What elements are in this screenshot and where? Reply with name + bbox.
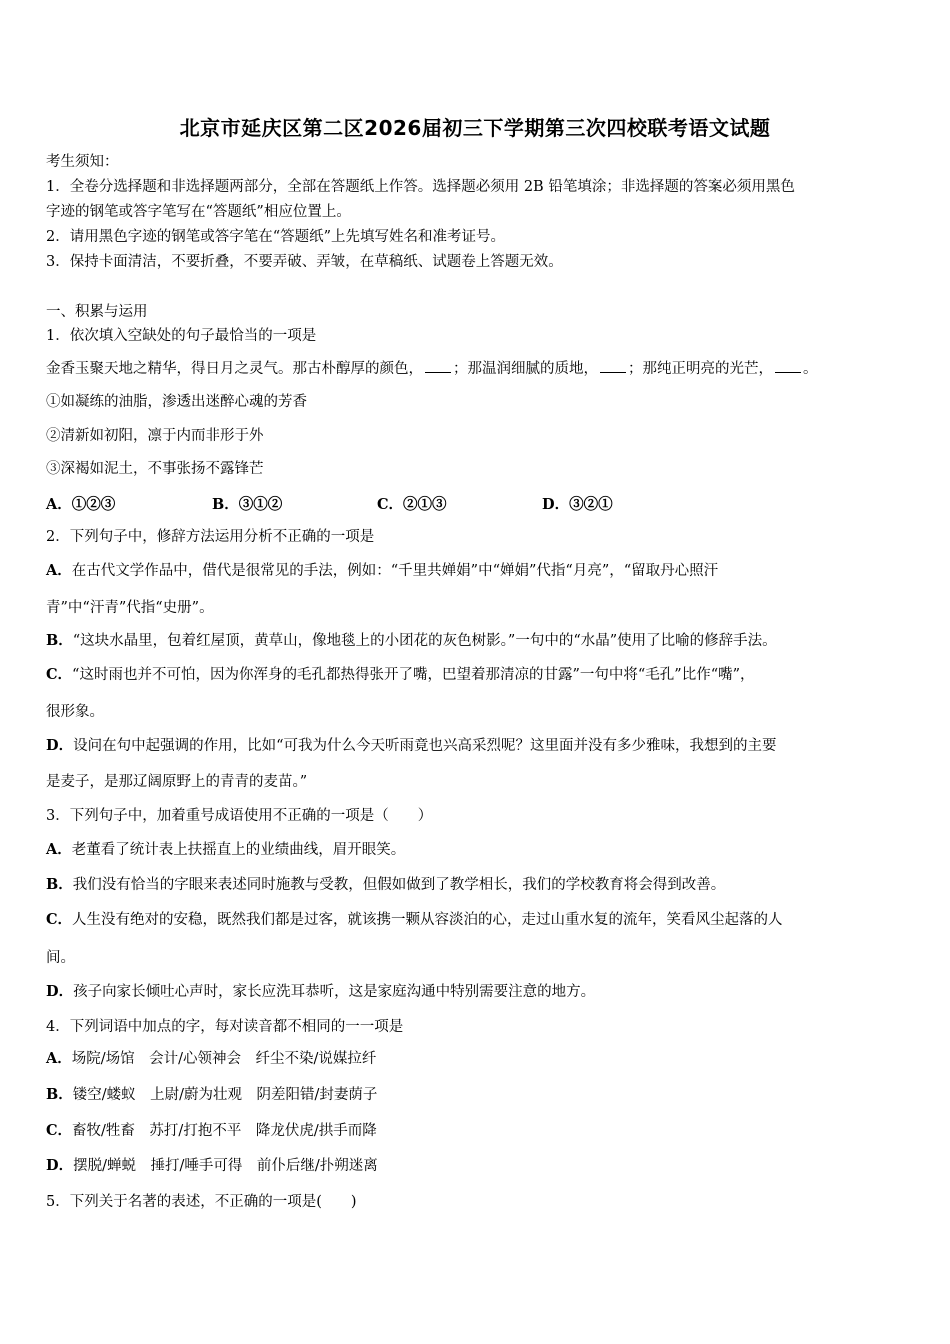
option-text: 老董看了统计表上扶摇直上的业绩曲线，眉开眼笑。: [71, 842, 406, 858]
option-text: 在古代文学作品中，借代是很常见的手法，例如：“千里共婵娟”中“婵娟”代指“月亮”，“留取丹心照汗: [71, 563, 719, 579]
question-4-stem: 4．下列词语中加点的字，每对读音都不相同的一一项是: [46, 1019, 404, 1035]
question-2-line: [46, 561, 718, 581]
option-letter: B．: [46, 876, 73, 893]
option-letter: B．: [46, 632, 73, 649]
notice-heading: 考生须知：: [46, 154, 119, 170]
question-1-passage: [46, 359, 818, 379]
section-heading: 一、积累与运用: [46, 304, 148, 320]
question-1-option-d: D．③②①: [542, 496, 613, 513]
question-2-line: [46, 665, 755, 685]
question-3-line: [46, 840, 405, 860]
question-2-line: 是麦子，是那辽阔原野上的青青的麦苗。”: [46, 774, 308, 790]
question-4-line: [46, 1121, 377, 1141]
option-letter: D．: [46, 737, 74, 754]
question-5-stem: 5．下列关于名著的表述，不正确的一项是( ): [46, 1194, 357, 1210]
notice-line: 2．请用黑色字迹的钢笔或答字笔在“答题纸”上先填写姓名和准考证号。: [46, 229, 506, 245]
question-3-stem: 3．下列句子中，加着重号成语使用不正确的一项是（ ）: [46, 808, 433, 824]
passage-part: 。: [803, 361, 818, 377]
question-3-line: 间。: [46, 950, 75, 966]
question-3-line: [46, 982, 595, 1002]
blank-3: [775, 360, 801, 373]
question-4-line: [46, 1049, 376, 1069]
passage-part: 金香玉聚天地之精华，得日月之灵气。那古朴醇厚的颜色，: [46, 361, 423, 377]
question-1-stem: 1．依次填入空缺处的句子最恰当的一项是: [46, 328, 317, 344]
question-2-stem: 2．下列句子中，修辞方法运用分析不正确的一项是: [46, 529, 375, 545]
option-letter: B．: [46, 1086, 73, 1103]
question-1-option-b: B．③①②: [212, 496, 283, 513]
option-letter: C．: [46, 666, 73, 683]
option-letter: A．: [46, 841, 72, 858]
option-text: 镂空/蝼蚁 上尉/蔚为壮观 阴差阳错/封妻荫子: [72, 1087, 378, 1103]
notice-line: 1．全卷分选择题和非选择题两部分，全部在答题纸上作答。选择题必须用 2B 铅笔填涂；非选择题的答案必须用黑色: [46, 179, 795, 195]
question-1-item: ①如凝练的油脂，渗透出迷醉心魂的芳香: [46, 394, 307, 410]
option-text: 畜牧/牲畜 苏打/打抱不平 降龙伏虎/拱手而降: [72, 1123, 377, 1139]
option-text: “这时雨也并不可怕，因为你浑身的毛孔都热得张开了嘴，巴望着那清凉的甘露”一句中将“毛孔”比作“嘴”，: [72, 667, 755, 683]
question-1-option-a: A．①②③: [46, 496, 116, 513]
option-letter: D．: [46, 1157, 74, 1174]
option-text: 人生没有绝对的安稳，既然我们都是过客，就该携一颗从容淡泊的心，走过山重水复的流年，笑看风尘起落的人: [72, 912, 783, 928]
question-2-line: [46, 736, 777, 756]
blank-1: [425, 360, 451, 373]
passage-part: ；那温润细腻的质地，: [453, 361, 598, 377]
question-3-line: [46, 910, 783, 930]
option-text: 摆脱/蝉蜕 捶打/唾手可得 前仆后继/扑朔迷离: [73, 1158, 378, 1174]
option-letter: A．: [46, 1050, 72, 1067]
option-text: 设问在句中起强调的作用，比如“可我为什么今天听雨竟也兴高采烈呢？这里面并没有多少雅味，我想到的主要: [73, 738, 777, 754]
question-1-item: ②清新如初阳，凛于内而非形于外: [46, 428, 264, 444]
question-1-option-c: C．②①③: [377, 496, 447, 513]
blank-2: [600, 360, 626, 373]
option-text: “这块水晶里，包着红屋顶，黄草山，像地毯上的小团花的灰色树影。”一句中的“水晶”使用了比喻的修辞手法。: [72, 633, 777, 649]
question-1-item: ③深褐如泥土，不事张扬不露锋芒: [46, 461, 264, 477]
option-letter: A．: [46, 562, 72, 579]
passage-part: ；那纯正明亮的光芒，: [628, 361, 773, 377]
notice-line: 字迹的钢笔或答字笔写在“答题纸”相应位置上。: [46, 204, 351, 220]
notice-line: 3．保持卡面清洁，不要折叠，不要弄破、弄皱，在草稿纸、试题卷上答题无效。: [46, 254, 563, 270]
option-text: 孩子向家长倾吐心声时，家长应洗耳恭听，这是家庭沟通中特别需要注意的地方。: [73, 984, 596, 1000]
question-2-line: 青”中“汗青”代指“史册”。: [46, 600, 214, 616]
question-4-line: [46, 1085, 377, 1105]
option-text: 我们没有恰当的字眼来表述同时施教与受教，但假如做到了教学相长，我们的学校教育将会得到改善。: [72, 877, 726, 893]
option-text: 场院/场馆 会计/心领神会 纤尘不染/说媒拉纤: [71, 1051, 377, 1067]
option-letter: D．: [46, 983, 74, 1000]
question-2-line: 很形象。: [46, 704, 104, 720]
question-2-line: [46, 631, 777, 651]
option-letter: C．: [46, 1122, 73, 1139]
question-4-line: [46, 1156, 378, 1176]
option-letter: C．: [46, 911, 73, 928]
exam-title: 北京市延庆区第二区2026届初三下学期第三次四校联考语文试题: [179, 116, 771, 140]
question-3-line: [46, 875, 725, 895]
